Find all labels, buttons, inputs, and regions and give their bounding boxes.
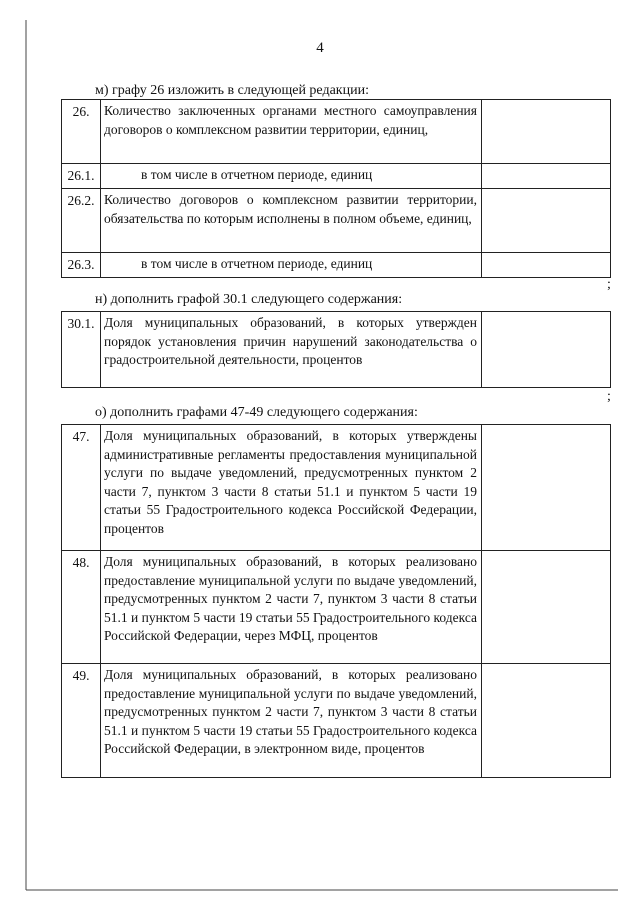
row-value-cell <box>482 312 611 388</box>
row-text: Количество договоров о комплексном развитии территории, обязательства по которым исполнены в полном объеме, единиц, <box>101 189 482 253</box>
row-number: 26.3. <box>62 253 101 278</box>
trailing-semicolon: ; <box>607 277 611 292</box>
row-value-cell <box>482 189 611 253</box>
table-row <box>62 551 611 664</box>
row-text: Доля муниципальных образований, в которых утвержден порядок установления причин нарушений законодательства о градостроительной деятельности, процентов <box>101 312 482 388</box>
table-row <box>62 100 611 164</box>
row-text: Доля муниципальных образований, в которых реализовано предоставление муниципальной услуги по выдаче уведомлений, предусмотренных пунктом 2 части 7, пунктом 3 части 8 статьи 51.1 и пунктом 5 части 19 статьи 55 Градостроительного кодекса Российской Федерации, через МФЦ, процентов <box>101 551 482 664</box>
row-text: в том числе в отчетном периоде, единиц <box>101 253 482 278</box>
row-number: 26. <box>62 100 101 164</box>
section-heading-m: м) графу 26 изложить в следующей редакции: <box>95 83 369 98</box>
row-text: в том числе в отчетном периоде, единиц <box>101 164 482 189</box>
table-column-26 <box>61 99 611 278</box>
row-value-cell <box>482 253 611 278</box>
row-number: 47. <box>62 425 101 551</box>
row-number: 26.1. <box>62 164 101 189</box>
row-text: Доля муниципальных образований, в которых утверждены административные регламенты предоставления муниципальной услуги по выдаче уведомлений, предусмотренных пунктом 2 части 7, пунктом 3 части 8 статьи 51.1 и пунктом 5 части 19 статьи 55 Градостроительного кодекса Российской Федерации, процентов <box>101 425 482 551</box>
table-row <box>62 312 611 388</box>
table-column-30-1 <box>61 311 611 388</box>
row-value-cell <box>482 100 611 164</box>
row-number: 26.2. <box>62 189 101 253</box>
table-row <box>62 164 611 189</box>
row-value-cell <box>482 164 611 189</box>
table-row <box>62 425 611 551</box>
table-row <box>62 189 611 253</box>
page-number: 4 <box>316 40 324 56</box>
table-row <box>62 664 611 778</box>
row-value-cell <box>482 551 611 664</box>
row-text: Количество заключенных органами местного самоуправления договоров о комплексном развитии территории, единиц, <box>101 100 482 164</box>
trailing-semicolon: ; <box>607 389 611 404</box>
row-number: 30.1. <box>62 312 101 388</box>
row-value-cell <box>482 664 611 778</box>
row-number: 48. <box>62 551 101 664</box>
row-text: Доля муниципальных образований, в которых реализовано предоставление муниципальной услуги по выдаче уведомлений, предусмотренных пунктом 2 части 7, пунктом 3 части 8 статьи 51.1 и пунктом 5 части 19 статьи 55 Градостроительного кодекса Российской Федерации, в электронном виде, процентов <box>101 664 482 778</box>
row-number: 49. <box>62 664 101 778</box>
section-heading-n: н) дополнить графой 30.1 следующего содержания: <box>95 292 403 307</box>
row-value-cell <box>482 425 611 551</box>
table-columns-47-49 <box>61 424 611 778</box>
section-heading-o: о) дополнить графами 47-49 следующего содержания: <box>95 405 418 420</box>
table-row <box>62 253 611 278</box>
